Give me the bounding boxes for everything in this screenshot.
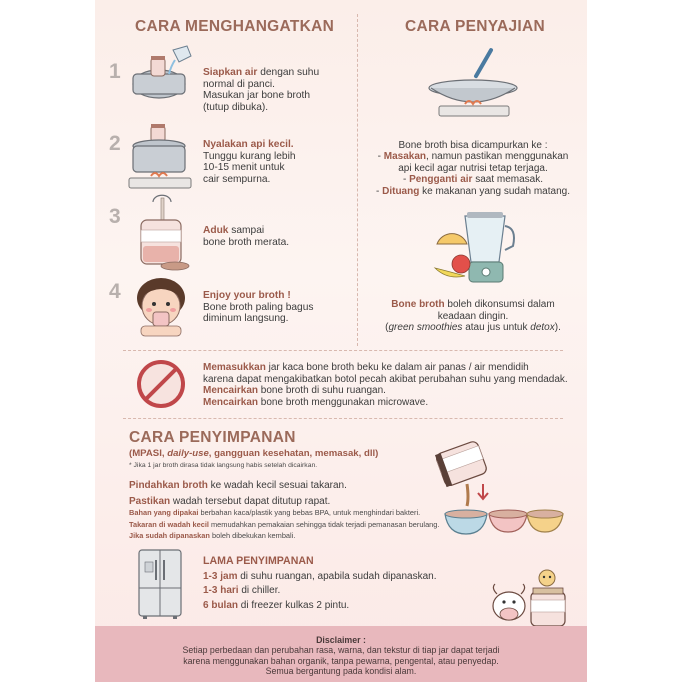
step-4-text: Enjoy your broth ! Bone broth paling bagus diminum langsung. — [203, 290, 314, 325]
step-2-number: 2 — [109, 132, 121, 155]
column-divider — [357, 14, 358, 346]
storage-duration: LAMA PENYIMPANAN 1-3 jam di suhu ruangan, apabila sudah dipanaskan. 1-3 hari di chiller. 6 bulan di freezer kulkas 2 pintu. — [203, 556, 483, 611]
pour-bowls-icon — [415, 440, 565, 546]
disclaimer-panel — [95, 626, 587, 682]
storage-title: CARA PENYIMPANAN — [129, 429, 296, 446]
duration-title: LAMA PENYIMPANAN — [203, 555, 314, 567]
step-3-number: 3 — [109, 205, 121, 228]
storage-note: * Jika 1 jar broth dirasa tidak langsung habis setelah dicairkan. — [129, 462, 318, 469]
disclaimer-line-3: Semua bergantung pada kondisi alam. — [265, 666, 417, 677]
cow-mascot-jar-icon — [491, 566, 575, 628]
serve-intro: Bone broth bisa dicampurkan ke : — [398, 140, 548, 151]
stir-jar-icon — [135, 196, 195, 272]
step-2-text: Nyalakan api kecil. Tunggu kurang lebih 10-15 menit untuk cair sempurna. — [203, 139, 296, 185]
storage-notes: Bahan yang dipakai berbahan kaca/plastik yang bebas BPA, untuk menghindari bakteri. Takaran di wadah kecil memudahkan pemakaian sehingga tidak terjadi pemanasan berulang. Jika sudah dipanaskan boleh dibekukan kembali. — [129, 508, 440, 541]
warning-divider-top — [123, 350, 563, 351]
storage-subtitle: (MPASI, daily-use, gangguan kesehatan, memasak, dll) — [129, 448, 379, 459]
wok-icon — [425, 44, 523, 120]
step-4-number: 4 — [109, 280, 121, 303]
pot-water-icon — [129, 44, 199, 104]
warm-title: CARA MENGHANGATKAN — [135, 18, 335, 35]
serve-title: CARA PENYAJIAN — [405, 18, 545, 35]
prohibited-icon — [135, 358, 187, 410]
stove-pot-icon — [129, 122, 199, 192]
blender-fruit-icon — [435, 208, 525, 288]
serve-bullet-2: - Pengganti air saat memasak. — [402, 174, 544, 185]
serve-cold: Bone broth boleh dikonsumsi dalam keadaan dingin. (green smoothies atau jus untuk detox). — [385, 299, 561, 334]
storage-steps: Pindahkan broth ke wadah kecil sesuai takaran. Pastikan wadah tersebut dapat ditutup rapat. — [129, 480, 347, 507]
disclaimer-line-2: karena menggunakan bahan organik, tanpa pewarna, pengental, atau penyedap. — [183, 655, 499, 666]
warning-divider-bottom — [123, 418, 563, 419]
step-1-number: 1 — [109, 60, 121, 83]
disclaimer-line-1: Setiap perbedaan dan perubahan rasa, warna, dan tekstur di tiap jar dapat terjadi — [182, 645, 500, 656]
serve-bullet-3: - Dituang ke makanan yang sudah matang. — [376, 186, 570, 197]
step-3-text: Aduk sampai bone broth merata. — [203, 225, 290, 248]
poster — [95, 0, 587, 682]
step-1-text: Siapkan air dengan suhu normal di panci. Masukan jar bone broth (tutup dibuka). — [203, 67, 320, 113]
disclaimer-title: Disclaimer : — [316, 635, 366, 645]
refrigerator-icon — [137, 548, 183, 620]
child-drinking-icon — [133, 276, 189, 338]
serve-bullet-1: - Masakan, namun pastikan menggunakan api kecil agar nutrisi tetap terjaga. — [377, 151, 569, 174]
warning-text: Memasukkan jar kaca bone broth beku ke dalam air panas / air mendidih karena dapat mengakibatkan botol pecah akibat perubahan suhu yang mendadak. Mencairkan bone broth di suhu ruangan. Mencairkan bone broth menggunakan microwave. — [203, 362, 568, 408]
